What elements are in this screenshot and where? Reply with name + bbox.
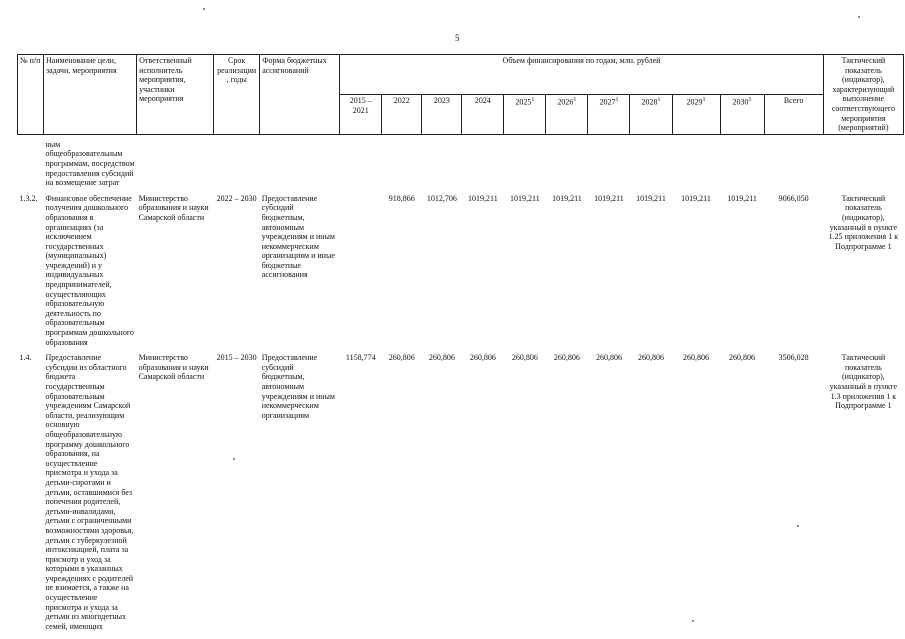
table-row [18, 139, 904, 189]
row-number: 1.4. [19, 353, 32, 363]
row-value: 1019,211 [727, 193, 757, 203]
footnote-marker: 1 [702, 97, 706, 104]
row-value [504, 139, 546, 189]
scan-speck [233, 458, 235, 460]
header-year-label: 2027 [599, 98, 616, 108]
row-value: 3506,028 [778, 353, 809, 363]
scan-speck [858, 16, 860, 18]
row-tactical: Тактический показатель (индикатор), указанный в пункте 1.25 приложения 1 к Подпрограмме 1 [828, 193, 899, 251]
row-value [588, 139, 630, 189]
row-value [720, 139, 764, 189]
header-year [764, 95, 823, 134]
row-tactical [823, 139, 903, 189]
page-number: 5 [455, 33, 460, 43]
row-value [630, 139, 672, 189]
header-year-label: 2024 [474, 96, 491, 106]
row-value [340, 193, 382, 349]
row-form: Предоставление субсидий бюджетным, автономным учреждениям и иным некоммерческим организациям и иные бюджетные ассигнования [261, 193, 335, 280]
footnote-marker: 1 [573, 97, 577, 104]
scan-speck [203, 8, 205, 10]
table-row [18, 193, 904, 349]
row-value: 1019,211 [594, 193, 624, 203]
header-year [630, 95, 672, 134]
row-term [214, 139, 260, 189]
header-year-label: 2028 [641, 98, 658, 108]
row-responsible [137, 139, 214, 189]
header-year-label: 2030 [732, 98, 749, 108]
row-value [764, 139, 823, 189]
table-body [18, 134, 904, 632]
row-value [422, 139, 462, 189]
row-form [260, 139, 340, 189]
header-year [720, 95, 764, 134]
row-name: Предоставление субсидии из областного бюджета государственным образовательным учреждениям Самарской области, реализующим основную общеобразовательную программу дошкольного образования, на осуществление присмотра и ухода за детьми-сиротами и детьми, оставшимися без попечения родителей, детьми-инвалидами, детьми с ограниченными возможностями здоровья, детьми с туберкулезной интоксикацией, плата за присмотр и уход за которыми в указанных учреждениях с родителей не взимается, а также на осуществление присмотра и ухода за детьми из многодетных семей, имеющих [45, 353, 134, 631]
header-year [462, 95, 504, 134]
table-header [18, 55, 904, 135]
scan-speck [692, 620, 694, 622]
row-value: 1019,211 [681, 193, 711, 203]
header-year [588, 95, 630, 134]
row-value [672, 139, 720, 189]
row-value: 260,806 [595, 353, 622, 363]
row-form: Предоставление субсидий бюджетным, автономным учреждениям и иным некоммерческим организациям [261, 353, 335, 420]
header-year [422, 95, 462, 134]
header-form: Форма бюджетных ассигнований [260, 55, 340, 135]
header-year [382, 95, 422, 134]
row-value: 260,806 [553, 353, 580, 363]
header-year-label: 2026 [557, 98, 574, 108]
row-number: 1.3.2. [19, 193, 38, 203]
table-row [18, 352, 904, 632]
row-term: 2015 – 2030 [216, 353, 257, 363]
header-year [546, 95, 588, 134]
row-value: 1019,211 [552, 193, 582, 203]
header-tactical: Тактический показатель (индикатор), характеризующий выполнение соответствующего мероприятия (мероприятий) [823, 55, 903, 135]
header-year [672, 95, 720, 134]
row-value: 1019,211 [510, 193, 540, 203]
row-term: 2022 – 2030 [216, 193, 257, 203]
footnote-marker: 1 [657, 97, 661, 104]
header-year-label: Всего [783, 96, 804, 106]
row-value: 260,806 [428, 353, 455, 363]
row-value: 260,806 [637, 353, 664, 363]
scan-speck [797, 525, 799, 527]
row-value [340, 139, 382, 189]
header-year [504, 95, 546, 134]
header-financing: Объем финансирования по годам, млн. рублей [340, 55, 824, 95]
row-value: 1019,211 [636, 193, 666, 203]
footnote-marker: 1 [531, 97, 535, 104]
row-value [546, 139, 588, 189]
header-year-label: 2023 [433, 96, 450, 106]
row-name: Финансовое обеспечение получения дошкольного образования в организациях (за исключением государственных (муниципальных) учреждений) и у индивидуальных предпринимателей, осуществляющих образовательную деятельность по образовательным программам дошкольного образования [45, 193, 134, 347]
row-value [382, 139, 422, 189]
row-value: 260,806 [683, 353, 710, 363]
row-value: 260,806 [469, 353, 496, 363]
row-value: 1019,211 [468, 193, 498, 203]
financing-table [17, 54, 904, 632]
row-name: ным общеобразовательным программам, посредством предоставления субсидий на возмещение затрат [45, 139, 135, 188]
header-responsible: Ответственный исполнитель мероприятия, участники мероприятия [137, 55, 214, 135]
header-year [340, 95, 382, 134]
row-value [462, 139, 504, 189]
row-value: 260,806 [511, 353, 538, 363]
row-value: 1012,706 [426, 193, 457, 203]
header-year-label: 2025 [515, 98, 532, 108]
header-year-label: 2015 – 2021 [349, 96, 372, 116]
footnote-marker: 1 [615, 97, 619, 104]
row-value: 260,806 [729, 353, 756, 363]
header-year-label: 2022 [393, 96, 410, 106]
row-responsible: Министерство образования и науки Самарской области [138, 353, 209, 382]
header-term: Срок реализации, годы [214, 55, 260, 135]
footnote-marker: 1 [748, 97, 752, 104]
row-value: 918,866 [388, 193, 415, 203]
row-responsible: Министерство образования и науки Самарской области [138, 193, 209, 222]
header-name: Наименование цели, задачи, мероприятия [44, 55, 137, 135]
header-year-label: 2029 [686, 98, 703, 108]
row-tactical: Тактический показатель (индикатор), указанный в пункте 1.3 приложения 1 к Подпрограмме 1 [829, 353, 898, 411]
row-number [18, 139, 44, 189]
row-value: 9066,050 [778, 193, 809, 203]
header-num: № п/п [18, 55, 44, 135]
row-value: 1158,774 [345, 353, 376, 363]
row-value: 260,806 [388, 353, 415, 363]
